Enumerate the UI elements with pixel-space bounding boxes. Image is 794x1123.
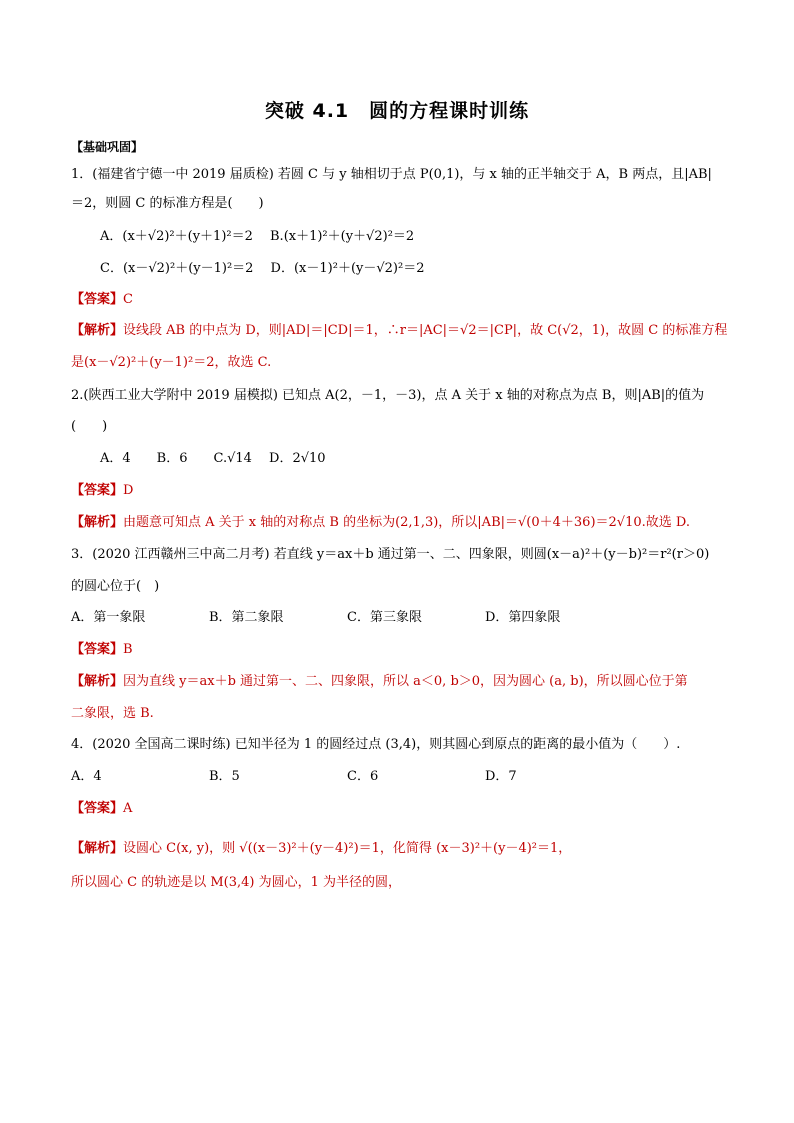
q1-stem-line1: 1．(福建省宁德一中 2019 届质检) 若圆 C 与 y 轴相切于点 P(0,1)，与 x 轴的正半轴交于 A，B 两点，且|AB| <box>71 167 712 182</box>
q1-answer-value: C <box>123 292 133 307</box>
q4-option-a: A．4 <box>71 769 102 784</box>
q3-answer-value: B <box>123 642 133 657</box>
q2-stem-line1: 2.(陕西工业大学附中 2019 届模拟) 已知点 A(2，－1，－3)，点 A 关于 x 轴的对称点为点 B，则|AB|的值为 <box>71 388 705 403</box>
q3-option-a: A．第一象限 <box>71 610 146 625</box>
analysis-label: 【解析】 <box>71 674 124 689</box>
q2-analysis-text: 由题意可知点 A 关于 x 轴的对称点 B 的坐标为(2,1,3)，所以|AB|＝√(0＋4＋36)＝2√10.故选 D. <box>123 515 690 530</box>
q2-answer <box>71 482 731 500</box>
q4-answer-value: A <box>123 801 133 816</box>
q4-answer <box>71 800 731 818</box>
q4-analysis-text: 设圆心 C(x, y)，则 √((x－3)²＋(y－4)²)＝1，化简得 (x－3)²＋(y－4)²＝1， <box>123 841 572 856</box>
q1-analysis-line2: 是(x－√2)²＋(y－1)²＝2，故选 C. <box>71 355 272 370</box>
page-title: 突破 4.1 圆的方程课时训练 <box>264 100 530 122</box>
analysis-label: 【解析】 <box>71 841 124 856</box>
section-label: 【基础巩固】 <box>71 140 144 154</box>
q2-options: A．4 B．6 C.√14 D．2√10 <box>100 451 326 466</box>
q4-option-b: B．5 <box>209 769 240 784</box>
answer-label: 【答案】 <box>71 483 124 498</box>
q2-stem-line2: ( ) <box>71 419 108 434</box>
q3-analysis-line1 <box>71 673 731 691</box>
q3-analysis-line2: 二象限，选 B. <box>71 706 154 721</box>
answer-label: 【答案】 <box>71 801 124 816</box>
q4-analysis-line2: 所以圆心 C 的轨迹是以 M(3,4) 为圆心，1 为半径的圆， <box>71 875 402 890</box>
q4-option-c: C．6 <box>347 769 379 784</box>
q1-analysis-text: 设线段 AB 的中点为 D，则|AD|＝|CD|＝1，∴r＝|AC|＝√2＝|CP|，故 C(√2，1)，故圆 C 的标准方程 <box>123 323 728 338</box>
q3-analysis-text: 因为直线 y＝ax＋b 通过第一、二、四象限，所以 a＜0, b＞0，因为圆心 (a, b)，所以圆心位于第 <box>123 674 688 689</box>
q4-stem: 4．(2020 全国高二课时练) 已知半径为 1 的圆经过点 (3,4)，则其圆心到原点的距离的最小值为（ ）. <box>71 737 681 752</box>
q4-option-d: D．7 <box>485 769 517 784</box>
q3-options <box>71 609 731 627</box>
q1-stem-line2: ＝2，则圆 C 的标准方程是( ) <box>71 196 264 211</box>
q2-analysis <box>71 514 731 532</box>
q1-options-ab: A．(x＋√2)²＋(y＋1)²＝2 B.(x＋1)²＋(y＋√2)²＝2 <box>100 229 415 244</box>
q1-answer <box>71 291 731 309</box>
q3-stem-line2: 的圆心位于( ) <box>71 579 160 594</box>
q1-analysis-line1 <box>71 322 731 340</box>
analysis-label: 【解析】 <box>71 515 124 530</box>
answer-label: 【答案】 <box>71 292 124 307</box>
q3-stem-line1: 3．(2020 江西赣州三中高二月考) 若直线 y＝ax＋b 通过第一、二、四象限，则圆(x－a)²＋(y－b)²＝r²(r＞0) <box>71 547 710 562</box>
answer-label: 【答案】 <box>71 642 124 657</box>
q3-option-c: C．第三象限 <box>347 610 422 625</box>
analysis-label: 【解析】 <box>71 323 124 338</box>
q4-analysis-line1 <box>71 840 731 858</box>
q3-answer <box>71 641 731 659</box>
q1-options-cd: C．(x－√2)²＋(y－1)²＝2 D．(x－1)²＋(y－√2)²＝2 <box>100 261 425 276</box>
q4-options <box>71 768 731 786</box>
q3-option-b: B．第二象限 <box>209 610 284 625</box>
q2-answer-value: D <box>123 483 134 498</box>
q3-option-d: D．第四象限 <box>485 610 561 625</box>
